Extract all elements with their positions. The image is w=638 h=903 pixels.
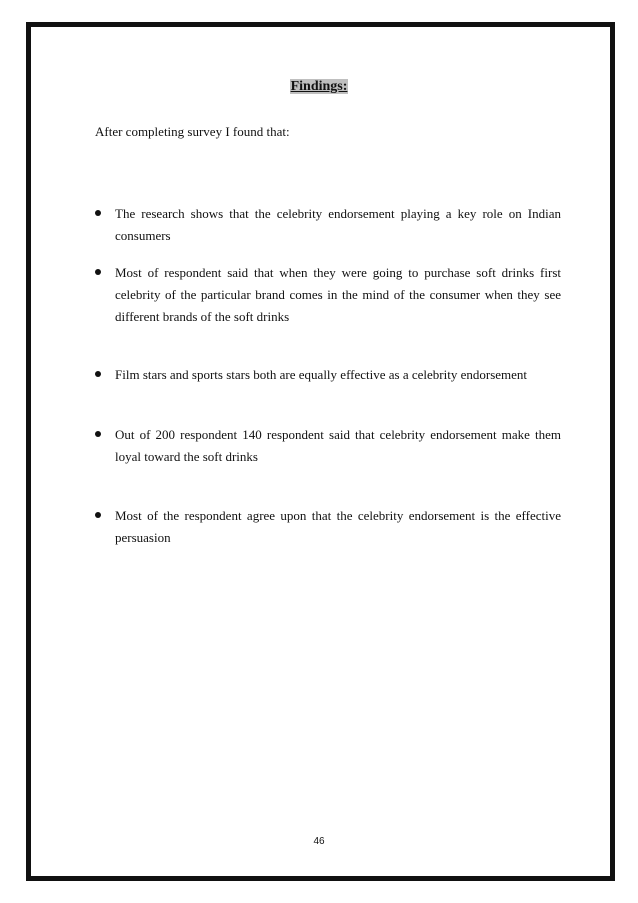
bullet-icon xyxy=(95,431,101,437)
finding-text: Most of the respondent agree upon that the celebrity endorsement is the effective persuasion xyxy=(115,508,561,545)
bullet-icon xyxy=(95,512,101,518)
bullet-icon xyxy=(95,371,101,377)
finding-item xyxy=(95,203,561,247)
intro-text: After completing survey I found that: xyxy=(95,124,290,139)
finding-item xyxy=(95,364,561,386)
finding-item xyxy=(95,505,561,549)
finding-item xyxy=(95,424,561,468)
finding-text: The research shows that the celebrity endorsement playing a key role on Indian consumers xyxy=(115,206,561,243)
bullet-icon xyxy=(95,210,101,216)
finding-text: Most of respondent said that when they were going to purchase soft drinks first celebrity of the particular brand comes in the mind of the consumer when they see different brands of the soft drinks xyxy=(115,265,561,324)
finding-text: Out of 200 respondent 140 respondent said that celebrity endorsement make them loyal toward the soft drinks xyxy=(115,427,561,464)
finding-item xyxy=(95,262,561,328)
finding-text: Film stars and sports stars both are equally effective as a celebrity endorsement xyxy=(115,367,528,382)
page-heading xyxy=(0,78,638,96)
findings-heading: Findings: xyxy=(290,79,348,94)
page-number: 46 xyxy=(313,836,325,847)
bullet-icon xyxy=(95,269,101,275)
